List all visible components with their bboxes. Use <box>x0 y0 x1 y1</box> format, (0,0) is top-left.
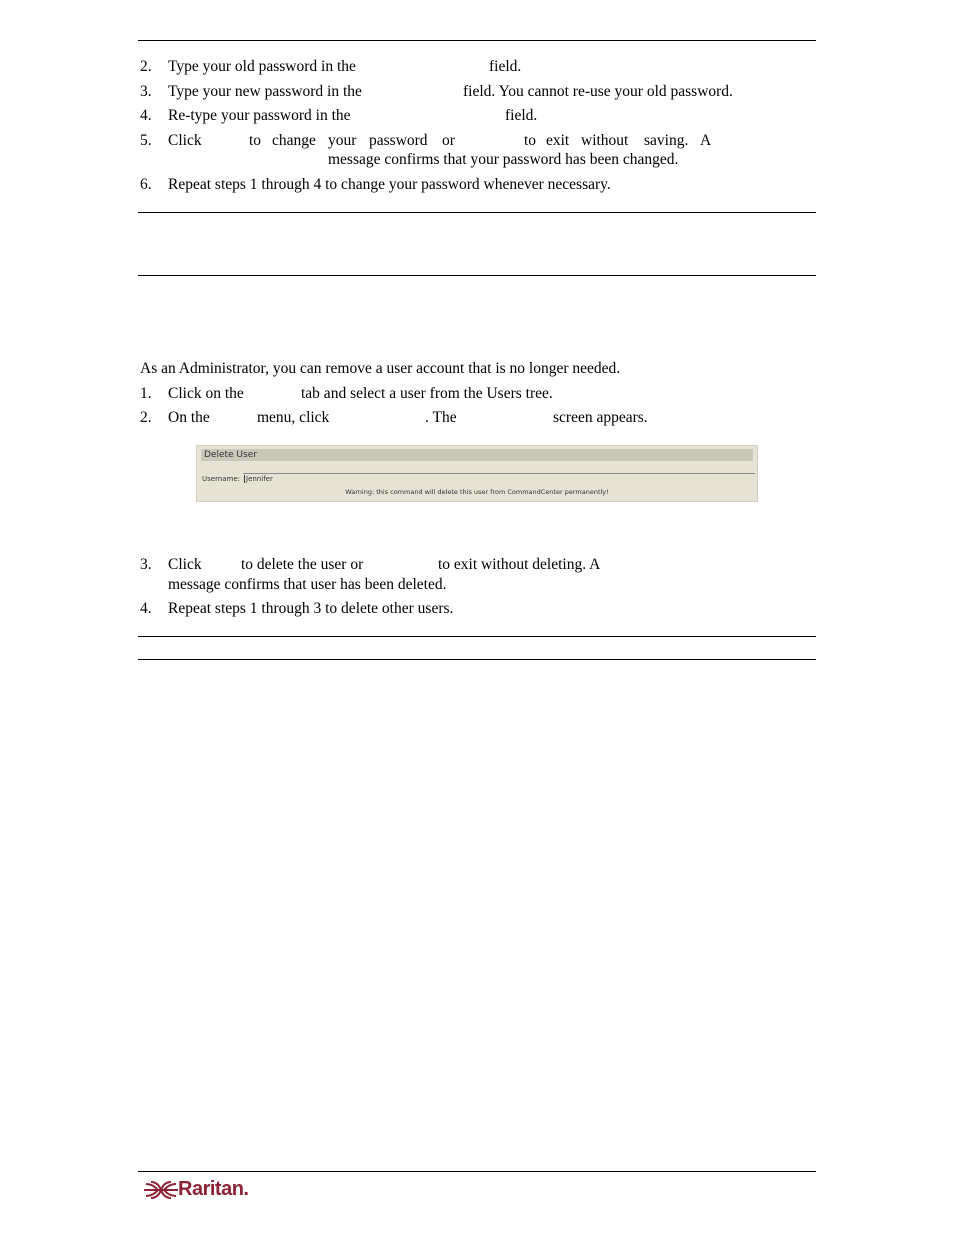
step-number: 5. <box>140 132 152 149</box>
step-number: 3. <box>140 556 152 573</box>
step-text: to exit without deleting. A <box>438 556 601 573</box>
step-text: A <box>700 132 712 149</box>
username-field-underline <box>243 473 755 474</box>
step-text: Click on the <box>168 385 244 402</box>
step-number: 3. <box>140 83 152 100</box>
step-number: 1. <box>140 385 152 402</box>
raritan-logo-text: Raritan. <box>178 1178 249 1200</box>
step-text: exit <box>546 132 570 149</box>
step-text: Re-type your password in the <box>168 107 351 124</box>
step-text: Type your new password in the <box>168 83 362 100</box>
step-text: field. <box>505 107 538 124</box>
step-text: menu, click <box>257 409 330 426</box>
step-text: . The <box>425 409 457 426</box>
section3-top-rule <box>138 659 816 660</box>
username-label: Username: <box>202 475 241 483</box>
step-text: saving. <box>644 132 689 149</box>
delete-warning-text: Warning: this command will delete this user from CommandCenter permanently! <box>345 488 609 496</box>
section2-top-rule <box>138 275 816 276</box>
delete-user-screenshot <box>196 445 758 502</box>
step-text: without <box>581 132 629 149</box>
step-text: Click <box>168 556 202 573</box>
step-text: On the <box>168 409 210 426</box>
step-text: password <box>369 132 428 149</box>
step-text: to delete the user or <box>241 556 364 573</box>
step-text: message confirms that your password has been changed. <box>328 151 679 168</box>
intro-paragraph: As an Administrator, you can remove a user account that is no longer needed. <box>140 360 621 377</box>
step-text: screen appears. <box>553 409 648 426</box>
step-text: or <box>442 132 455 149</box>
step-text: field. <box>489 58 522 75</box>
step-number: 6. <box>140 176 152 193</box>
step-text: field. You cannot re-use your old password. <box>463 83 733 100</box>
step-text: Click <box>168 132 202 149</box>
delete-user-title: Delete User <box>201 449 753 461</box>
step-text: to <box>249 132 262 149</box>
step-text: change <box>272 132 316 149</box>
step-text: Repeat steps 1 through 3 to delete other users. <box>168 600 454 617</box>
step-number: 2. <box>140 58 152 75</box>
step-text: tab and select a user from the Users tree. <box>301 385 553 402</box>
username-field[interactable]: Jennifer <box>246 475 273 483</box>
section1-bottom-rule <box>138 212 816 213</box>
raritan-logo-icon <box>144 1180 178 1200</box>
step-text: message confirms that user has been deleted. <box>168 576 447 593</box>
step-number: 2. <box>140 409 152 426</box>
step-text: Repeat steps 1 through 4 to change your password whenever necessary. <box>168 176 611 193</box>
step-text: your <box>328 132 357 149</box>
step-number: 4. <box>140 600 152 617</box>
section2-bottom-rule <box>138 636 816 637</box>
top-rule <box>138 40 816 41</box>
step-text: to <box>524 132 537 149</box>
footer-rule <box>138 1171 816 1172</box>
step-number: 4. <box>140 107 152 124</box>
step-text: Type your old password in the <box>168 58 356 75</box>
